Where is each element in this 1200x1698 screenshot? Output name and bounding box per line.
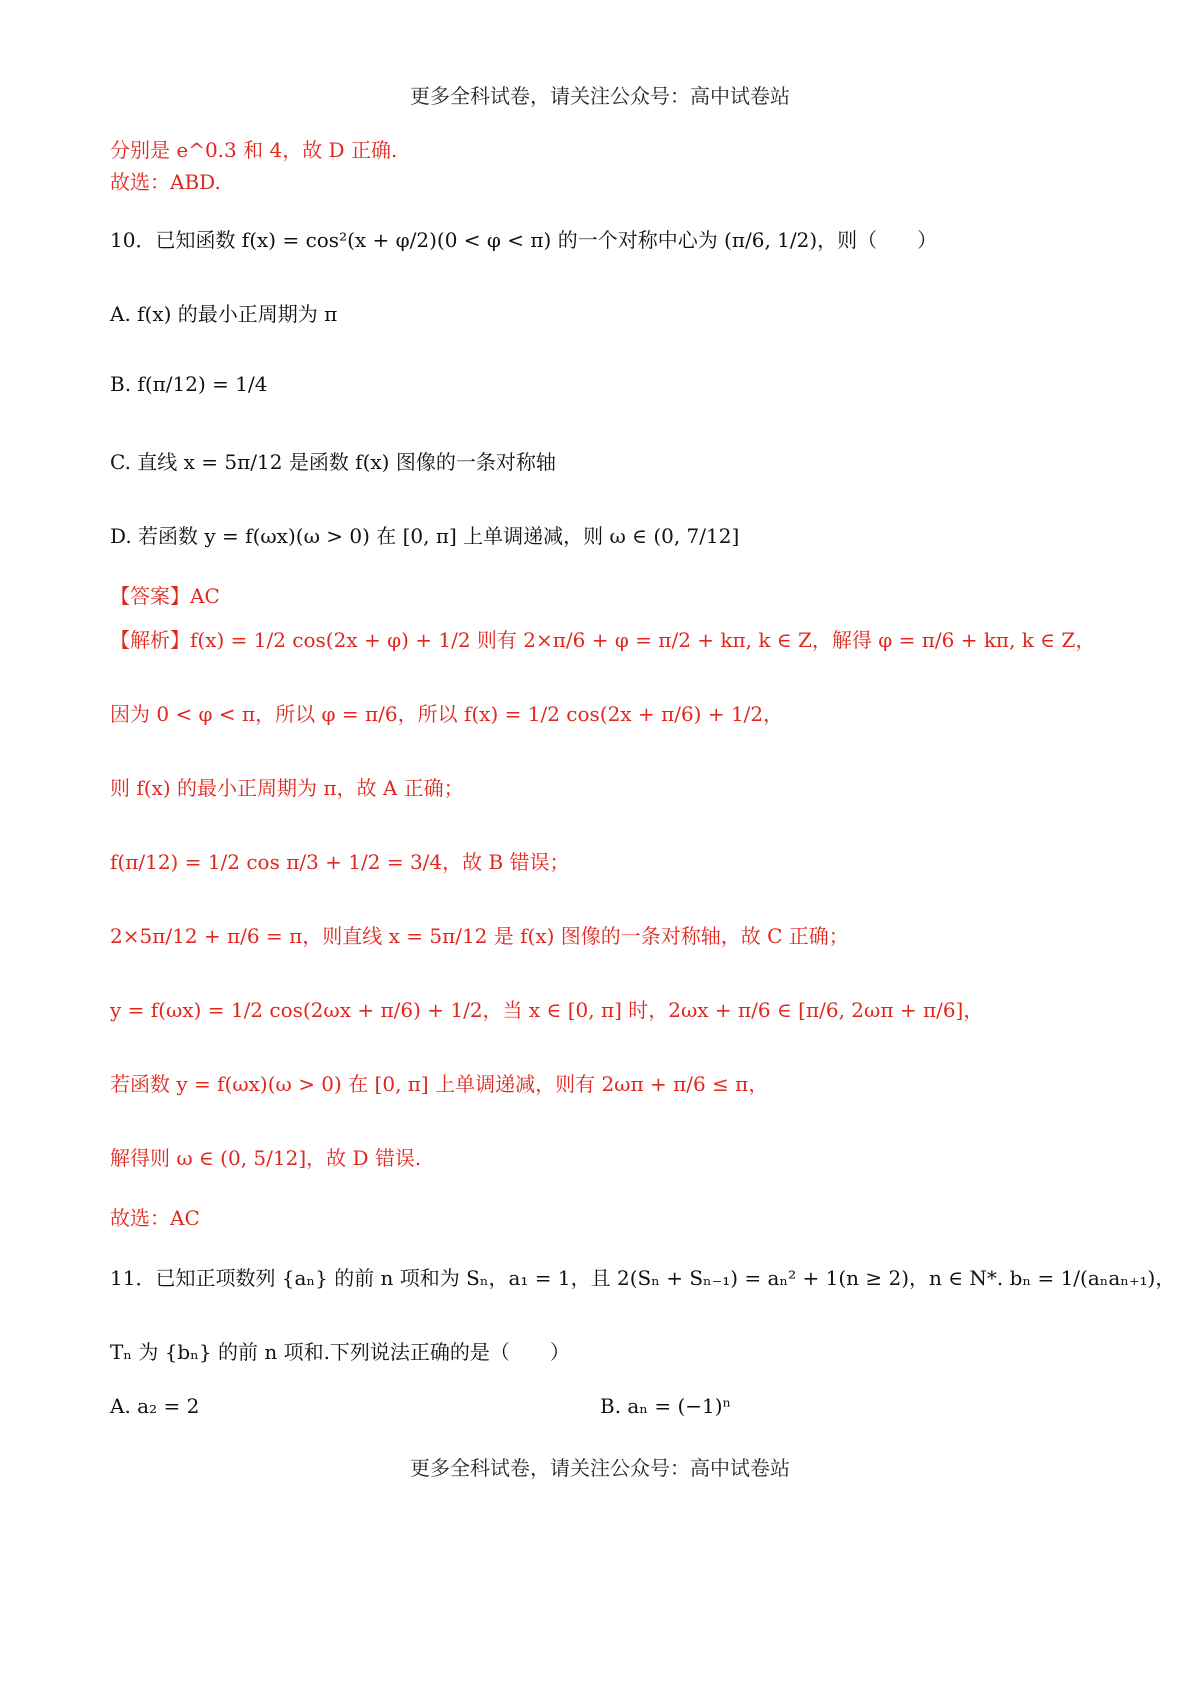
q10-option-b: B. f(π/12) = 1/4 <box>110 372 268 396</box>
page-footer: 更多全科试卷，请关注公众号：高中试卷站 <box>410 1456 790 1480</box>
q10-option-d: D. 若函数 y = f(ωx)(ω > 0) 在 [0, π] 上单调递减，则 ω ∈ (0, 7/12] <box>110 524 740 548</box>
analysis-line-3: 则 f(x) 的最小正周期为 π，故 A 正确； <box>110 776 464 800</box>
analysis-line-2: 因为 0 < φ < π，所以 φ = π/6，所以 f(x) = 1/2 cos(2x + π/6) + 1/2， <box>110 702 784 726</box>
analysis-line-6: y = f(ωx) = 1/2 cos(2ωx + π/6) + 1/2，当 x ∈ [0, π] 时，2ωx + π/6 ∈ [π/6, 2ωπ + π/6]， <box>110 998 984 1022</box>
analysis-line-1: 【解析】f(x) = 1/2 cos(2x + φ) + 1/2 则有 2×π/6 + φ = π/2 + kπ, k ∈ Z，解得 φ = π/6 + kπ, k ∈ Z， <box>110 628 1096 652</box>
page-header: 更多全科试卷，请关注公众号：高中试卷站 <box>410 84 790 108</box>
prev-tail-line1 <box>110 134 397 163</box>
q10-stem: 10．已知函数 f(x) = cos²(x + φ/2)(0 < φ < π) 的一个对称中心为 (π/6, 1/2)，则（ ） <box>110 228 938 252</box>
prev-tail-text: 分别是 e^0.3 和 4，故 D 正确. <box>110 138 398 162</box>
q11-stem-2: Tₙ 为 {bₙ} 的前 n 项和.下列说法正确的是（ ） <box>110 1340 570 1364</box>
q10-option-a: A. f(x) 的最小正周期为 π <box>110 302 338 326</box>
q10-option-c: C. 直线 x = 5π/12 是函数 f(x) 图像的一条对称轴 <box>110 450 556 474</box>
q11-option-a: A. a₂ = 2 <box>110 1394 200 1418</box>
analysis-line-5: 2×5π/12 + π/6 = π，则直线 x = 5π/12 是 f(x) 图像的一条对称轴，故 C 正确； <box>110 924 849 948</box>
answer-line: 【答案】AC <box>110 584 220 608</box>
analysis-line-4: f(π/12) = 1/2 cos π/3 + 1/2 = 3/4，故 B 错误； <box>110 850 570 874</box>
q11-stem-1: 11．已知正项数列 {aₙ} 的前 n 项和为 Sₙ，a₁ = 1，且 2(Sₙ + Sₙ₋₁) = aₙ² + 1(n ≥ 2)，n ∈ N*. bₙ = 1/(aₙaₙ₊₁)， <box>110 1266 1176 1290</box>
q11-option-b: B. aₙ = (−1)ⁿ <box>600 1394 732 1418</box>
prev-tail-line2: 故选：ABD. <box>110 170 221 194</box>
analysis-line-9: 故选：AC <box>110 1206 200 1230</box>
analysis-line-8: 解得则 ω ∈ (0, 5/12]，故 D 错误. <box>110 1146 422 1170</box>
analysis-line-7: 若函数 y = f(ωx)(ω > 0) 在 [0, π] 上单调递减，则有 2ωπ + π/6 ≤ π， <box>110 1072 769 1096</box>
